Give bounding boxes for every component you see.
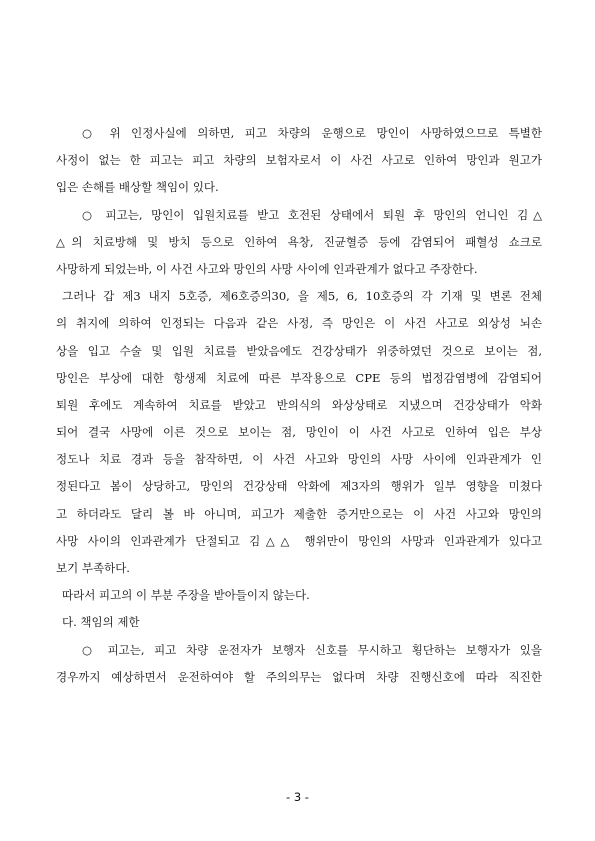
paragraph-line: 망인은 부상에 대한 항생제 치료에 따른 부작용으로 CPE 등의 법정감염병에 감염되어 [56,370,542,385]
paragraph-line: 사망하게 되었는바, 이 사건 사고와 망인의 사망 사이에 인과관계가 없다고 주장한다. [56,261,478,276]
paragraph-line: 상을 입고 수술 및 입원 치료를 받았음에도 건강상태가 위중하였던 것으로 보이는 점, [56,343,542,358]
paragraph-line: 고 하더라도 달리 볼 바 아니며, 피고가 제출한 증거만으로는 이 사건 사고와 망인의 [56,506,542,521]
document-body [56,120,542,691]
paragraph-line: △의 치료방해 및 방치 등으로 인하여 욕창, 진균혈증 등에 감염되어 패혈성 쇼크로 [56,234,542,249]
paragraph-line: 그러나 갑 제3 내지 5호증, 제6호증의30, 을 제5, 6, 10호증의 각 기재 및 변론 전체 [62,289,542,304]
paragraph-line: 사망 사이의 인과관계가 단절되고 김△△ 행위만이 망인의 사망과 인과관계가 있다고 [56,533,542,548]
paragraph-line: 보기 부족하다. [56,561,130,575]
paragraph-line: 의 취지에 의하여 인정되는 다음과 같은 사정, 즉 망인은 이 사건 사고로 외상성 뇌손 [56,316,542,331]
paragraph-line: 따라서 피고의 이 부분 주장을 받아들이지 않는다. [62,588,310,603]
paragraph-line: 정도나 치료 경과 등을 참작하면, 이 사건 사고와 망인의 사망 사이에 인과관계가 인 [56,452,542,467]
paragraph-line: 사정이 없는 한 피고는 피고 차량의 보험자로서 이 사건 사고로 인하여 망인과 원고가 [56,153,542,168]
paragraph-line: ○ 위 인정사실에 의하면, 피고 차량의 운행으로 망인이 사망하였으므로 특별한 [82,126,542,140]
paragraph-line: 정된다고 봄이 상당하고, 망인의 건강상태 악화에 제3자의 행위가 일부 영향을 미쳤다 [56,479,542,494]
paragraph-line: ○ 피고는, 피고 차량 운전자가 보행자 신호를 무시하고 횡단하는 보행자가 있을 [82,642,542,657]
paragraph-line: ○ 피고는, 망인이 입원치료를 받고 호전된 상태에서 퇴원 후 망인의 언니인 김△ [82,207,542,222]
paragraph-line: 퇴원 후에도 계속하여 치료를 받았고 반의식의 와상상태로 지냈으며 건강상태가 악화 [56,397,542,412]
paragraph-line: 입은 손해를 배상할 책임이 있다. [56,180,219,195]
page-number: - 3 - [286,790,309,804]
paragraph-line: 다. 책임의 제한 [62,615,140,630]
paragraph-line: 되어 결국 사망에 이른 것으로 보이는 점, 망인이 이 사건 사고로 인하여 입은 부상 [56,425,542,440]
paragraph-line: 경우까지 예상하면서 운전하여야 할 주의의무는 없다며 차량 진행신호에 따라 직진한 [56,669,542,684]
